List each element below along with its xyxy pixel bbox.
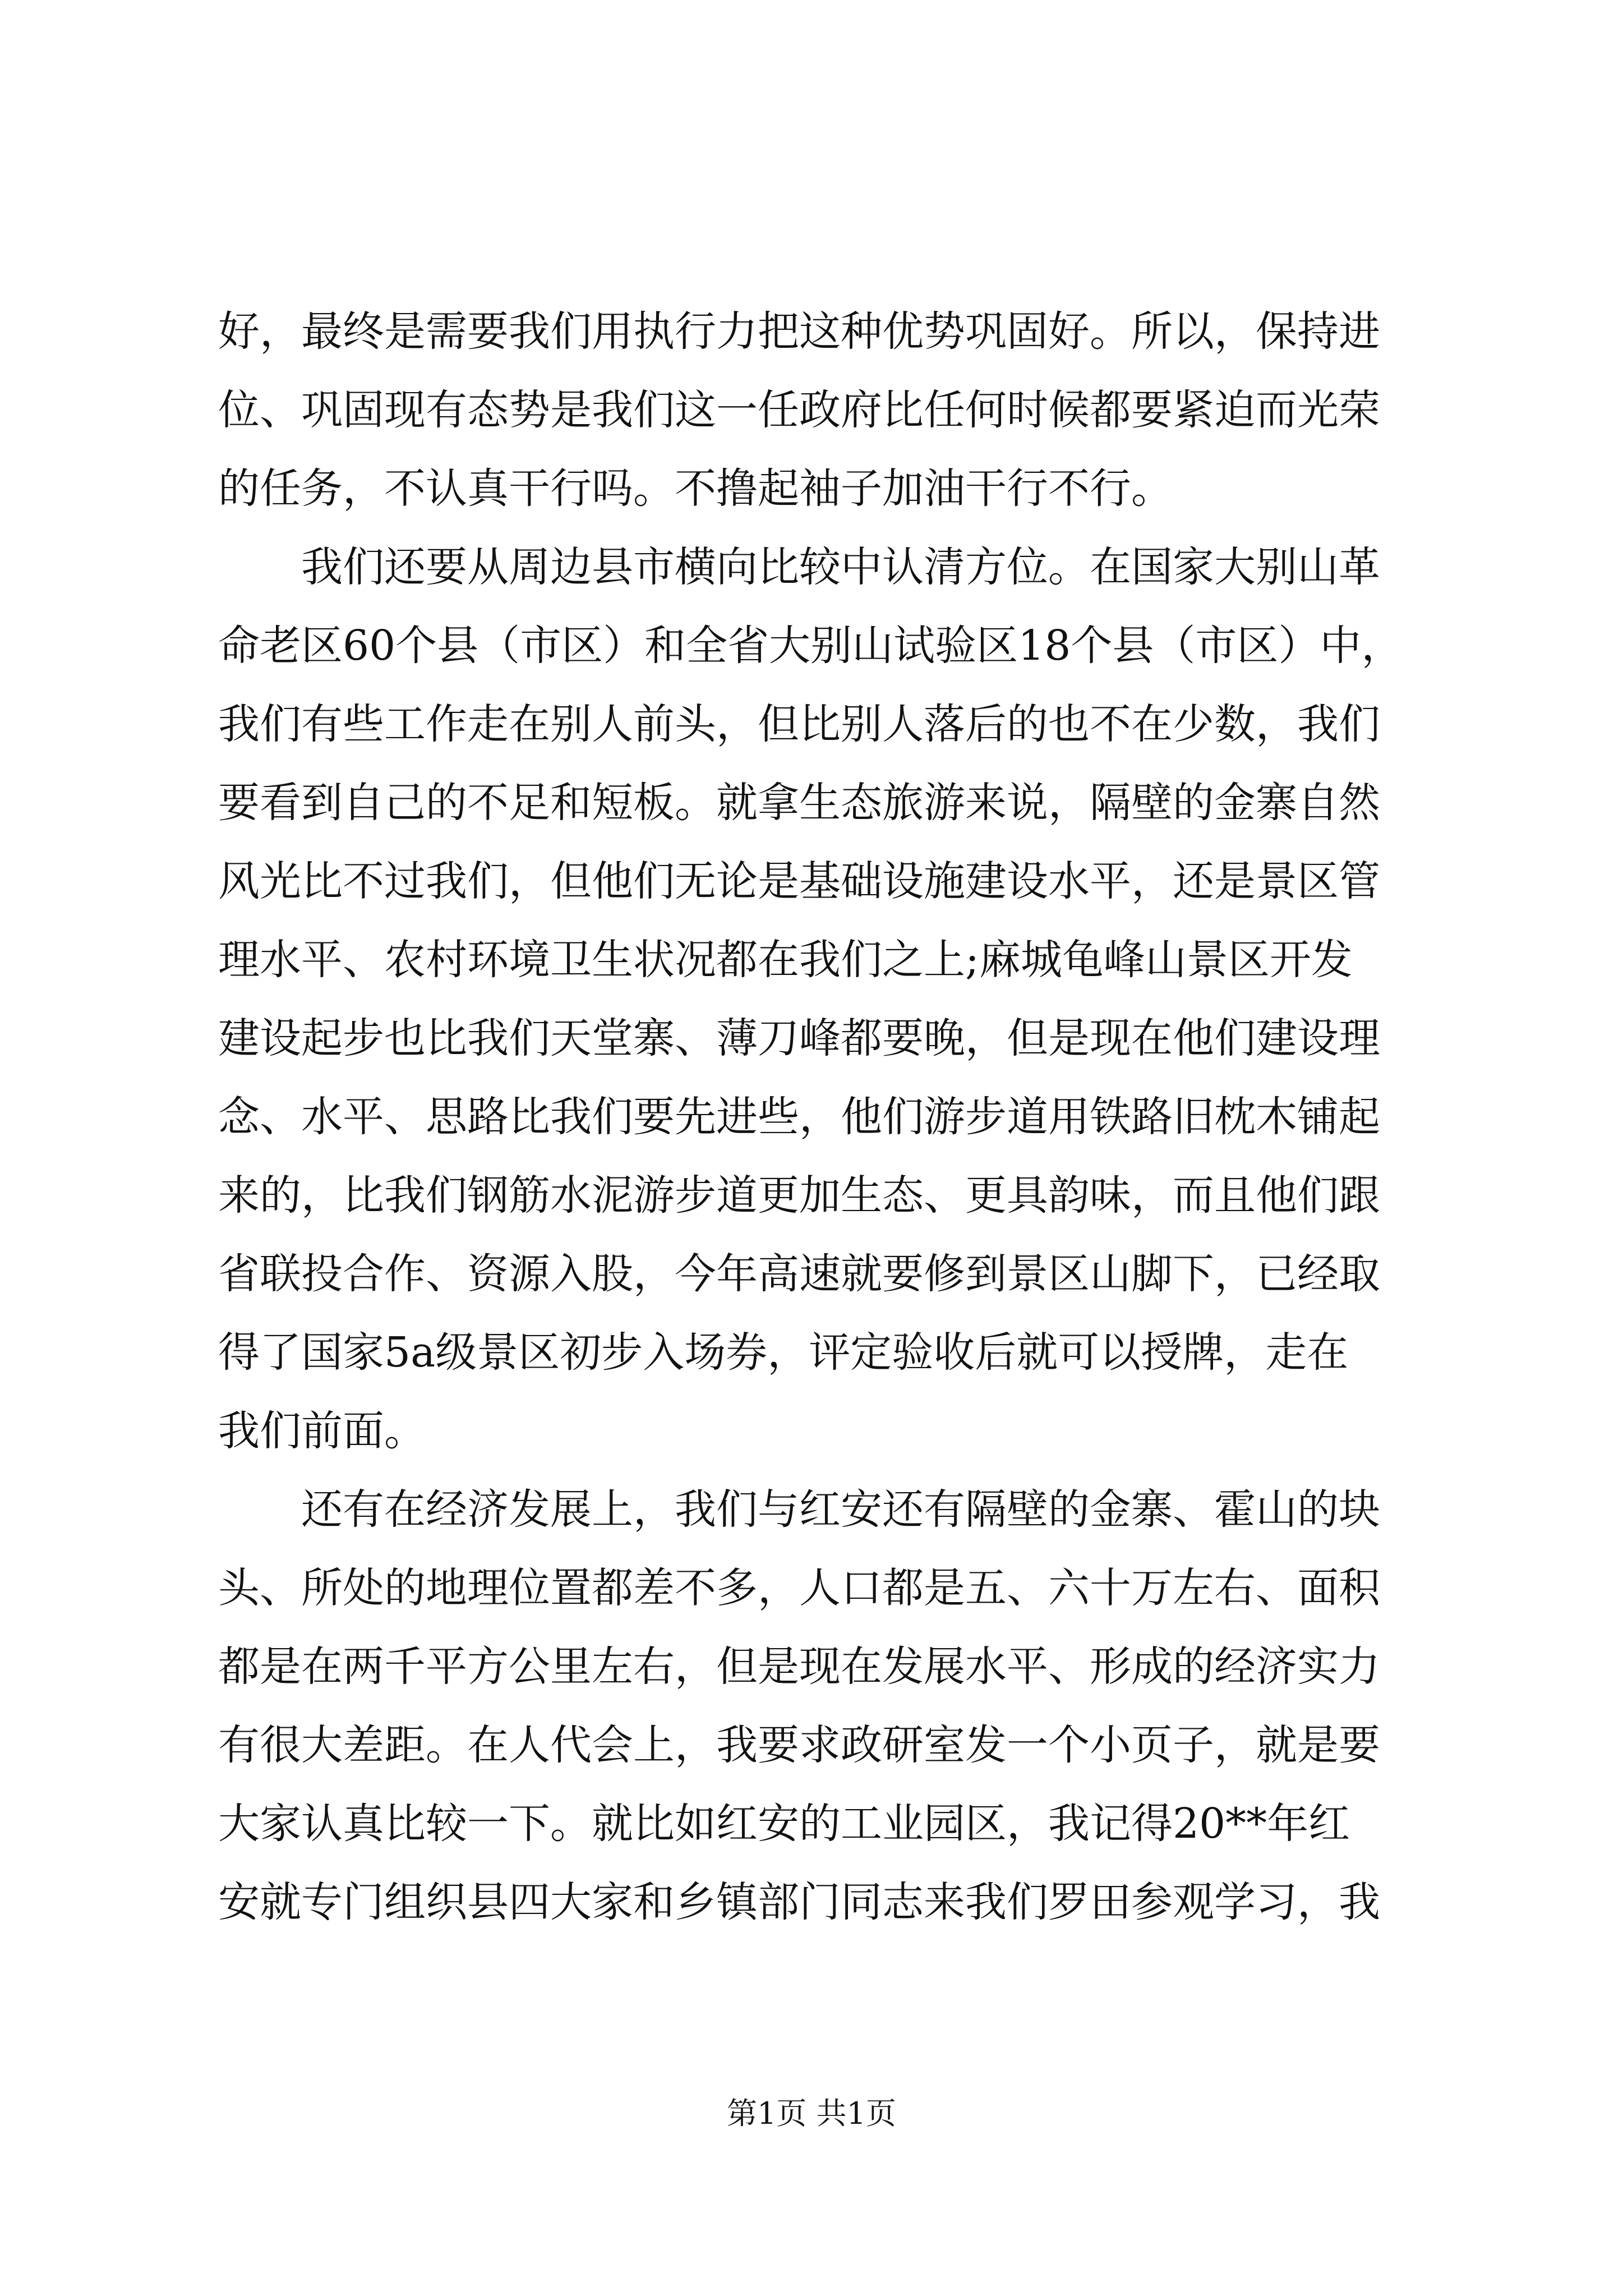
- text-line: 位、巩固现有态势是我们这一任政府比任何时候都要紧迫而光荣: [218, 386, 1380, 434]
- text-line: 头、所处的地理位置都差不多，人口都是五、六十万左右、面积: [218, 1564, 1380, 1612]
- text-line: 命老区60个县（市区）和全省大别山试验区18个县（市区）中，: [218, 622, 1403, 670]
- text-line: 我们有些工作走在别人前头，但比别人落后的也不在少数，我们: [218, 700, 1380, 748]
- text-line: 风光比不过我们，但他们无论是基础设施建设水平，还是景区管: [218, 857, 1380, 905]
- text-line: 理水平、农村环境卫生状况都在我们之上;麻城龟峰山景区开发: [218, 936, 1353, 984]
- paragraph-first-line: 我们还要从周边县市横向比较中认清方位。在国家大别山革: [301, 543, 1380, 591]
- text-line: 我们前面。: [218, 1407, 426, 1455]
- text-line: 都是在两千平方公里左右，但是现在发展水平、形成的经济实力: [218, 1642, 1380, 1691]
- paragraph-first-line: 还有在经济发展上，我们与红安还有隔壁的金寨、霍山的块: [301, 1485, 1380, 1534]
- text-line: 有很大差距。在人代会上，我要求政研室发一个小页子，就是要: [218, 1721, 1380, 1769]
- text-line: 念、水平、思路比我们要先进些，他们游步道用铁路旧枕木铺起: [218, 1093, 1380, 1141]
- text-line: 建设起步也比我们天堂寨、薄刀峰都要晚，但是现在他们建设理: [218, 1014, 1380, 1062]
- text-line: 的任务，不认真干行吗。不撸起袖子加油干行不行。: [218, 464, 1173, 513]
- text-line: 好，最终是需要我们用执行力把这种优势巩固好。所以，保持进: [218, 307, 1380, 356]
- text-line: 要看到自己的不足和短板。就拿生态旅游来说，隔壁的金寨自然: [218, 779, 1380, 827]
- page-footer: 第1页 共1页: [727, 2096, 896, 2131]
- text-line: 大家认真比较一下。就比如红安的工业园区，我记得20**年红: [218, 1800, 1350, 1848]
- text-line: 安就专门组织县四大家和乡镇部门同志来我们罗田参观学习，我: [218, 1878, 1380, 1926]
- text-line: 省联投合作、资源入股，今年高速就要修到景区山脚下，已经取: [218, 1250, 1380, 1298]
- text-line: 来的，比我们钢筋水泥游步道更加生态、更具韵味，而且他们跟: [218, 1171, 1380, 1220]
- text-line: 得了国家5a级景区初步入场券，评定验收后就可以授牌，走在: [218, 1328, 1349, 1377]
